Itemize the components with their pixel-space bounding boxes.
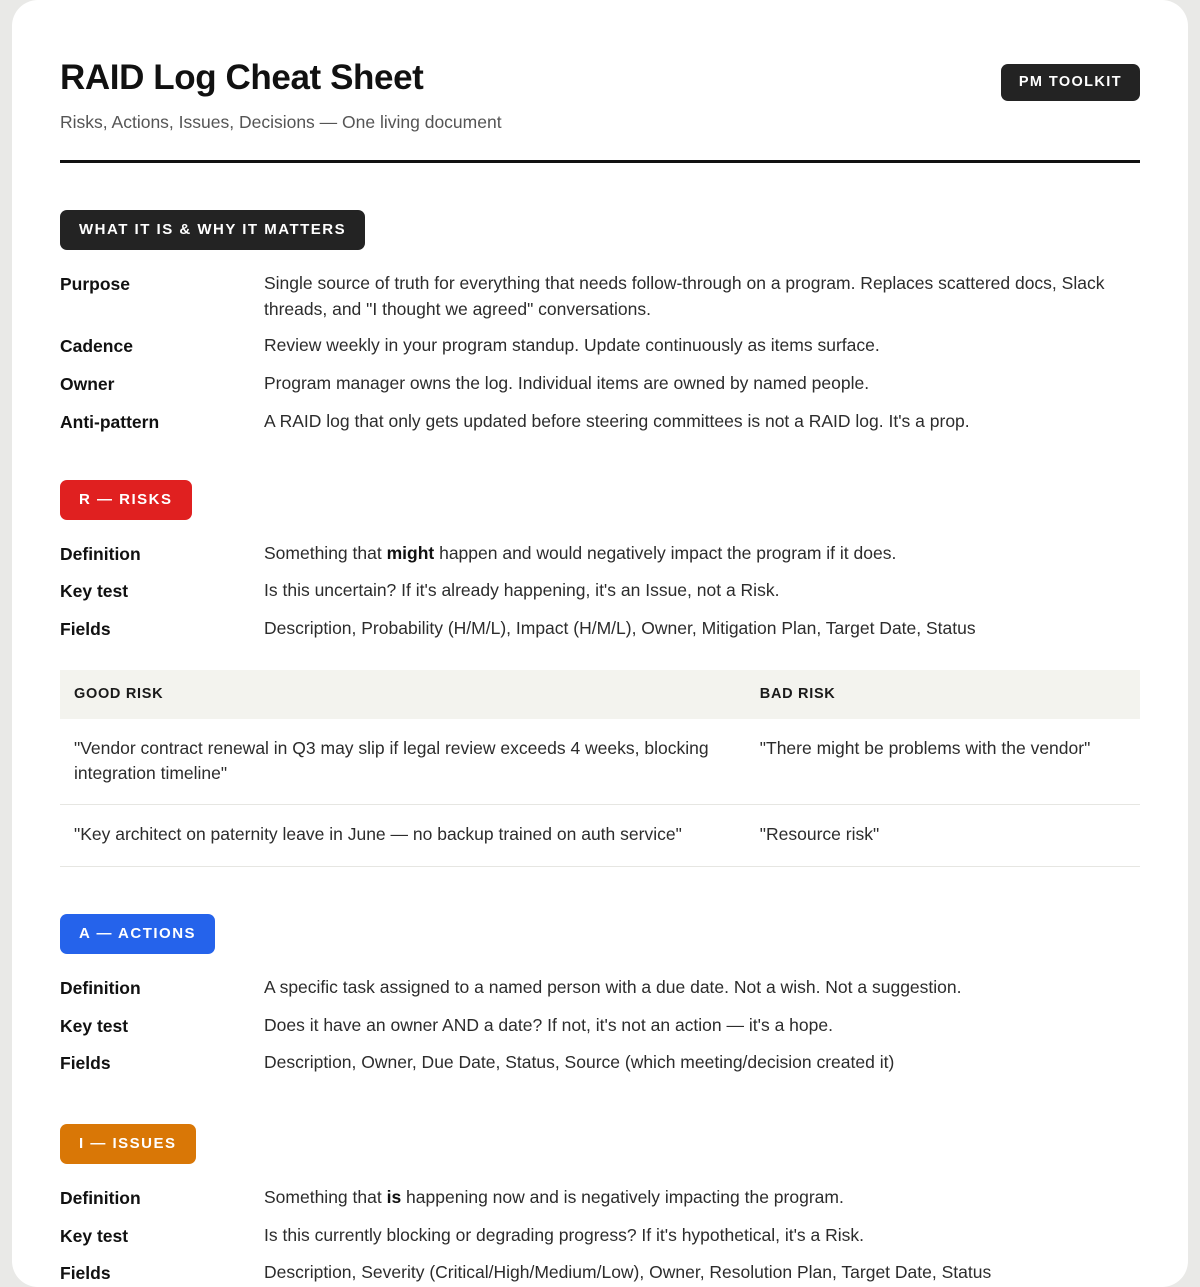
section-actions	[60, 914, 1140, 1077]
definition-row	[60, 616, 1140, 643]
definition-row	[60, 578, 1140, 605]
definition-label: Fields	[60, 1053, 111, 1074]
definition-value: Description, Owner, Due Date, Status, Source (which meeting/decision created it)	[264, 1052, 895, 1073]
definition-value	[264, 1185, 1140, 1211]
definition-value: Single source of truth for everything that needs follow-through on a program. Replaces scattered docs, Slack threads, and "I thought we agreed" conversations.	[264, 272, 1105, 319]
definition-list-risks	[60, 541, 1140, 643]
cell-bad-risk: "There might be problems with the vendor"	[746, 719, 1140, 805]
definition-row	[60, 409, 1140, 436]
definition-label: Cadence	[60, 336, 133, 357]
definition-list-actions	[60, 975, 1140, 1077]
cell-good-risk: "Vendor contract renewal in Q3 may slip if legal review exceeds 4 weeks, blocking integration timeline"	[60, 719, 746, 805]
definition-row	[60, 371, 1140, 398]
definition-value: Does it have an owner AND a date? If not, it's not an action — it's a hope.	[264, 1014, 833, 1035]
page-title: RAID Log Cheat Sheet	[60, 58, 424, 97]
definition-label: Definition	[60, 1187, 141, 1208]
definition-value: Program manager owns the log. Individual items are owned by named people.	[264, 373, 870, 394]
definition-row	[60, 333, 1140, 360]
definition-label: Key test	[60, 1015, 129, 1036]
definition-label: Key test	[60, 581, 129, 602]
definition-value: Description, Probability (H/M/L), Impact (H/M/L), Owner, Mitigation Plan, Target Date, Status	[264, 617, 976, 638]
definition-value-emphasis: might	[386, 542, 435, 563]
definition-value-pre: Something that	[264, 542, 387, 563]
definition-value-post: happening now and is negatively impacting the program.	[401, 1186, 844, 1207]
definition-value: Is this uncertain? If it's already happening, it's an Issue, not a Risk.	[264, 580, 780, 601]
definition-value: Review weekly in your program standup. Update continuously as items surface.	[264, 335, 880, 356]
definition-row	[60, 271, 1140, 322]
definition-row	[60, 541, 1140, 568]
definition-value	[264, 541, 1140, 567]
page-subtitle: Risks, Actions, Issues, Decisions — One living document	[60, 112, 502, 133]
definition-row	[60, 1260, 1140, 1287]
definition-label: Definition	[60, 977, 141, 998]
header-divider	[60, 160, 1140, 163]
definition-label: Key test	[60, 1225, 129, 1246]
column-header-good-risk: GOOD RISK	[60, 670, 746, 719]
definition-row	[60, 1013, 1140, 1040]
risk-comparison-table	[60, 670, 1140, 867]
pm-toolkit-badge: PM TOOLKIT	[1001, 64, 1140, 101]
table-header-row	[60, 670, 1140, 719]
section-issues	[60, 1124, 1140, 1287]
definition-label: Definition	[60, 543, 141, 564]
document-header	[60, 58, 1140, 163]
definition-value-emphasis: is	[386, 1186, 402, 1207]
definition-value: Description, Severity (Critical/High/Medium/Low), Owner, Resolution Plan, Target Date, Status	[264, 1262, 992, 1283]
definition-label: Purpose	[60, 273, 131, 294]
definition-list-issues	[60, 1185, 1140, 1287]
definition-row	[60, 975, 1140, 1002]
definition-label: Fields	[60, 1263, 111, 1284]
definition-value-post: happen and would negatively impact the program if it does.	[434, 542, 897, 563]
cell-bad-risk: "Resource risk"	[746, 805, 1140, 866]
section-risks	[60, 480, 1140, 867]
section-badge-issues: I — ISSUES	[60, 1124, 196, 1164]
table-row	[60, 719, 1140, 805]
definition-row	[60, 1185, 1140, 1212]
definition-label: Owner	[60, 374, 115, 395]
section-badge-risks: R — RISKS	[60, 480, 192, 520]
cell-good-risk: "Key architect on paternity leave in June — no backup trained on auth service"	[60, 805, 746, 866]
definition-value: Is this currently blocking or degrading progress? If it's hypothetical, it's a Risk.	[264, 1224, 865, 1245]
definition-label: Fields	[60, 618, 111, 639]
definition-row	[60, 1223, 1140, 1250]
section-badge-what-it-is: WHAT IT IS & WHY IT MATTERS	[60, 210, 365, 250]
definition-row	[60, 1050, 1140, 1077]
definition-list-what-it-is	[60, 271, 1140, 436]
definition-label: Anti-pattern	[60, 411, 160, 432]
section-what-it-is	[60, 210, 1140, 436]
table-row	[60, 805, 1140, 866]
column-header-bad-risk: BAD RISK	[746, 670, 1140, 719]
section-badge-actions: A — ACTIONS	[60, 914, 215, 954]
definition-value: A specific task assigned to a named person with a due date. Not a wish. Not a suggestion.	[264, 976, 962, 997]
definition-value: A RAID log that only gets updated before steering committees is not a RAID log. It's a prop.	[264, 410, 970, 431]
definition-value-pre: Something that	[264, 1186, 387, 1207]
cheat-sheet-card	[12, 0, 1188, 1287]
